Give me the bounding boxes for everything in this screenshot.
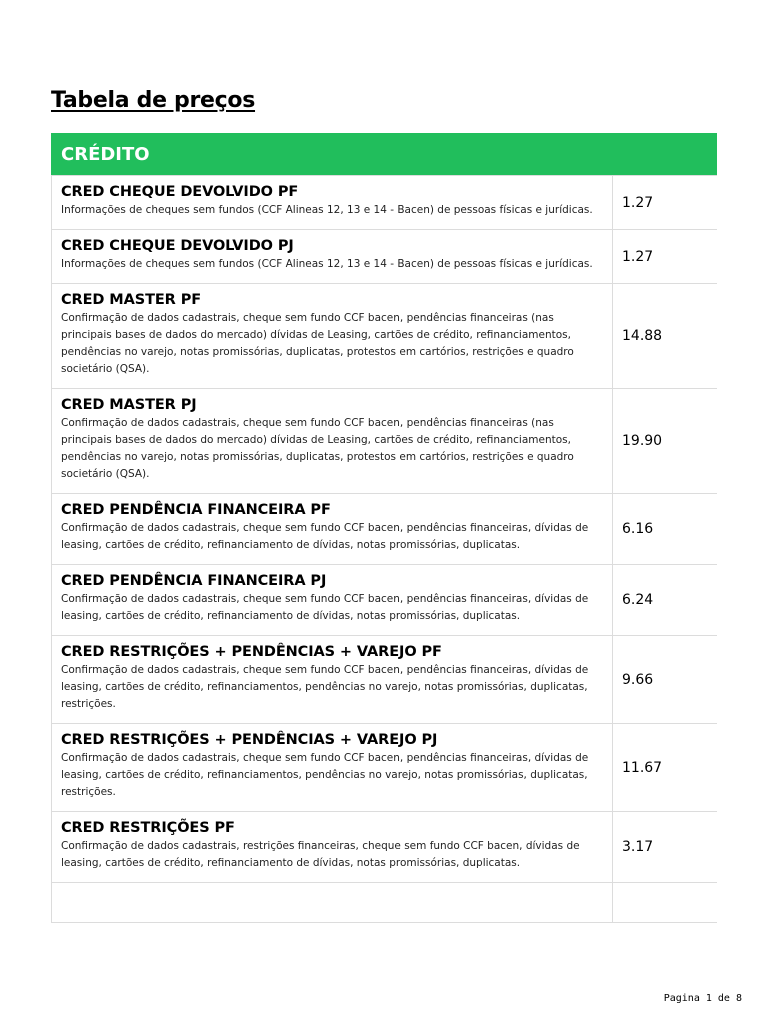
table-row [52, 812, 718, 883]
item-price: 11.67 [613, 724, 718, 812]
item-price: 14.88 [613, 284, 718, 389]
item-description: Confirmação de dados cadastrais, cheque sem fundo CCF bacen, pendências financeiras, dívidas de leasing, cartões de crédito, refinanciamentos, pendências no varejo, notas promissórias, duplicatas, restrições. [61, 752, 589, 798]
item-price: 3.17 [613, 812, 718, 883]
item-description: Confirmação de dados cadastrais, cheque sem fundo CCF bacen, pendências financeiras, dívidas de leasing, cartões de crédito, refinanciamentos, pendências no varejo, notas promissórias, duplicatas, restrições. [61, 664, 589, 710]
item-name: CRED CHEQUE DEVOLVIDO PJ [61, 238, 294, 254]
item-name: CRED MASTER PJ [61, 397, 197, 413]
table-row [52, 636, 718, 724]
section-header: CRÉDITO [51, 133, 717, 175]
item-name: CRED PENDÊNCIA FINANCEIRA PF [61, 502, 331, 518]
item-description: Informações de cheques sem fundos (CCF Alineas 12, 13 e 14 - Bacen) de pessoas físicas e jurídicas. [61, 258, 593, 270]
price-table [51, 133, 717, 987]
item-name: CRED RESTRIÇÕES + PENDÊNCIAS + VAREJO PJ [61, 732, 438, 748]
item-cell [52, 230, 613, 284]
item-description: Confirmação de dados cadastrais, cheque sem fundo CCF bacen, pendências financeiras (nas principais bases de dados do mercado) dívidas de Leasing, cartões de crédito, refinanciamentos, pendências no varejo, notas promissórias, duplicatas, protestos em cartórios, restrições e quadro societário (QSA). [61, 312, 574, 375]
empty-cell [613, 883, 718, 923]
table-row [52, 230, 718, 284]
item-description: Confirmação de dados cadastrais, cheque sem fundo CCF bacen, pendências financeiras (nas principais bases de dados do mercado) dívidas de Leasing, cartões de crédito, refinanciamentos, pendências no varejo, notas promissórias, duplicatas, protestos em cartórios, restrições e quadro societário (QSA). [61, 417, 574, 480]
item-price: 6.24 [613, 565, 718, 636]
empty-cell [52, 883, 613, 923]
item-description: Confirmação de dados cadastrais, restrições financeiras, cheque sem fundo CCF bacen, dívidas de leasing, cartões de crédito, refinanciamento de dívidas, notas promissórias, duplicatas. [61, 840, 580, 869]
item-price: 9.66 [613, 636, 718, 724]
table-row [52, 176, 718, 230]
table-row [52, 494, 718, 565]
table-row [52, 565, 718, 636]
item-name: CRED PENDÊNCIA FINANCEIRA PJ [61, 573, 327, 589]
item-price: 6.16 [613, 494, 718, 565]
table-row-empty [52, 883, 718, 923]
item-name: CRED RESTRIÇÕES PF [61, 820, 235, 836]
page-title: Tabela de preços [51, 88, 256, 113]
table-row [52, 284, 718, 389]
price-table-body [51, 175, 717, 923]
item-description: Confirmação de dados cadastrais, cheque sem fundo CCF bacen, pendências financeiras, dívidas de leasing, cartões de crédito, refinanciamento de dívidas, notas promissórias, duplicatas. [61, 522, 589, 551]
item-cell [52, 636, 613, 724]
price-rows [52, 176, 718, 923]
item-price: 19.90 [613, 389, 718, 494]
item-cell [52, 565, 613, 636]
page-number: Pagina 1 de 8 [663, 993, 742, 1004]
item-cell [52, 494, 613, 565]
table-row [52, 389, 718, 494]
item-name: CRED RESTRIÇÕES + PENDÊNCIAS + VAREJO PF [61, 644, 442, 660]
item-price: 1.27 [613, 230, 718, 284]
item-name: CRED CHEQUE DEVOLVIDO PF [61, 184, 299, 200]
item-description: Confirmação de dados cadastrais, cheque sem fundo CCF bacen, pendências financeiras, dívidas de leasing, cartões de crédito, refinanciamento de dívidas, notas promissórias, duplicatas. [61, 593, 589, 622]
table-row [52, 724, 718, 812]
item-name: CRED MASTER PF [61, 292, 202, 308]
item-cell [52, 724, 613, 812]
item-cell [52, 176, 613, 230]
item-description: Informações de cheques sem fundos (CCF Alineas 12, 13 e 14 - Bacen) de pessoas físicas e jurídicas. [61, 204, 593, 216]
item-cell [52, 284, 613, 389]
item-price: 1.27 [613, 176, 718, 230]
item-cell [52, 389, 613, 494]
item-cell [52, 812, 613, 883]
